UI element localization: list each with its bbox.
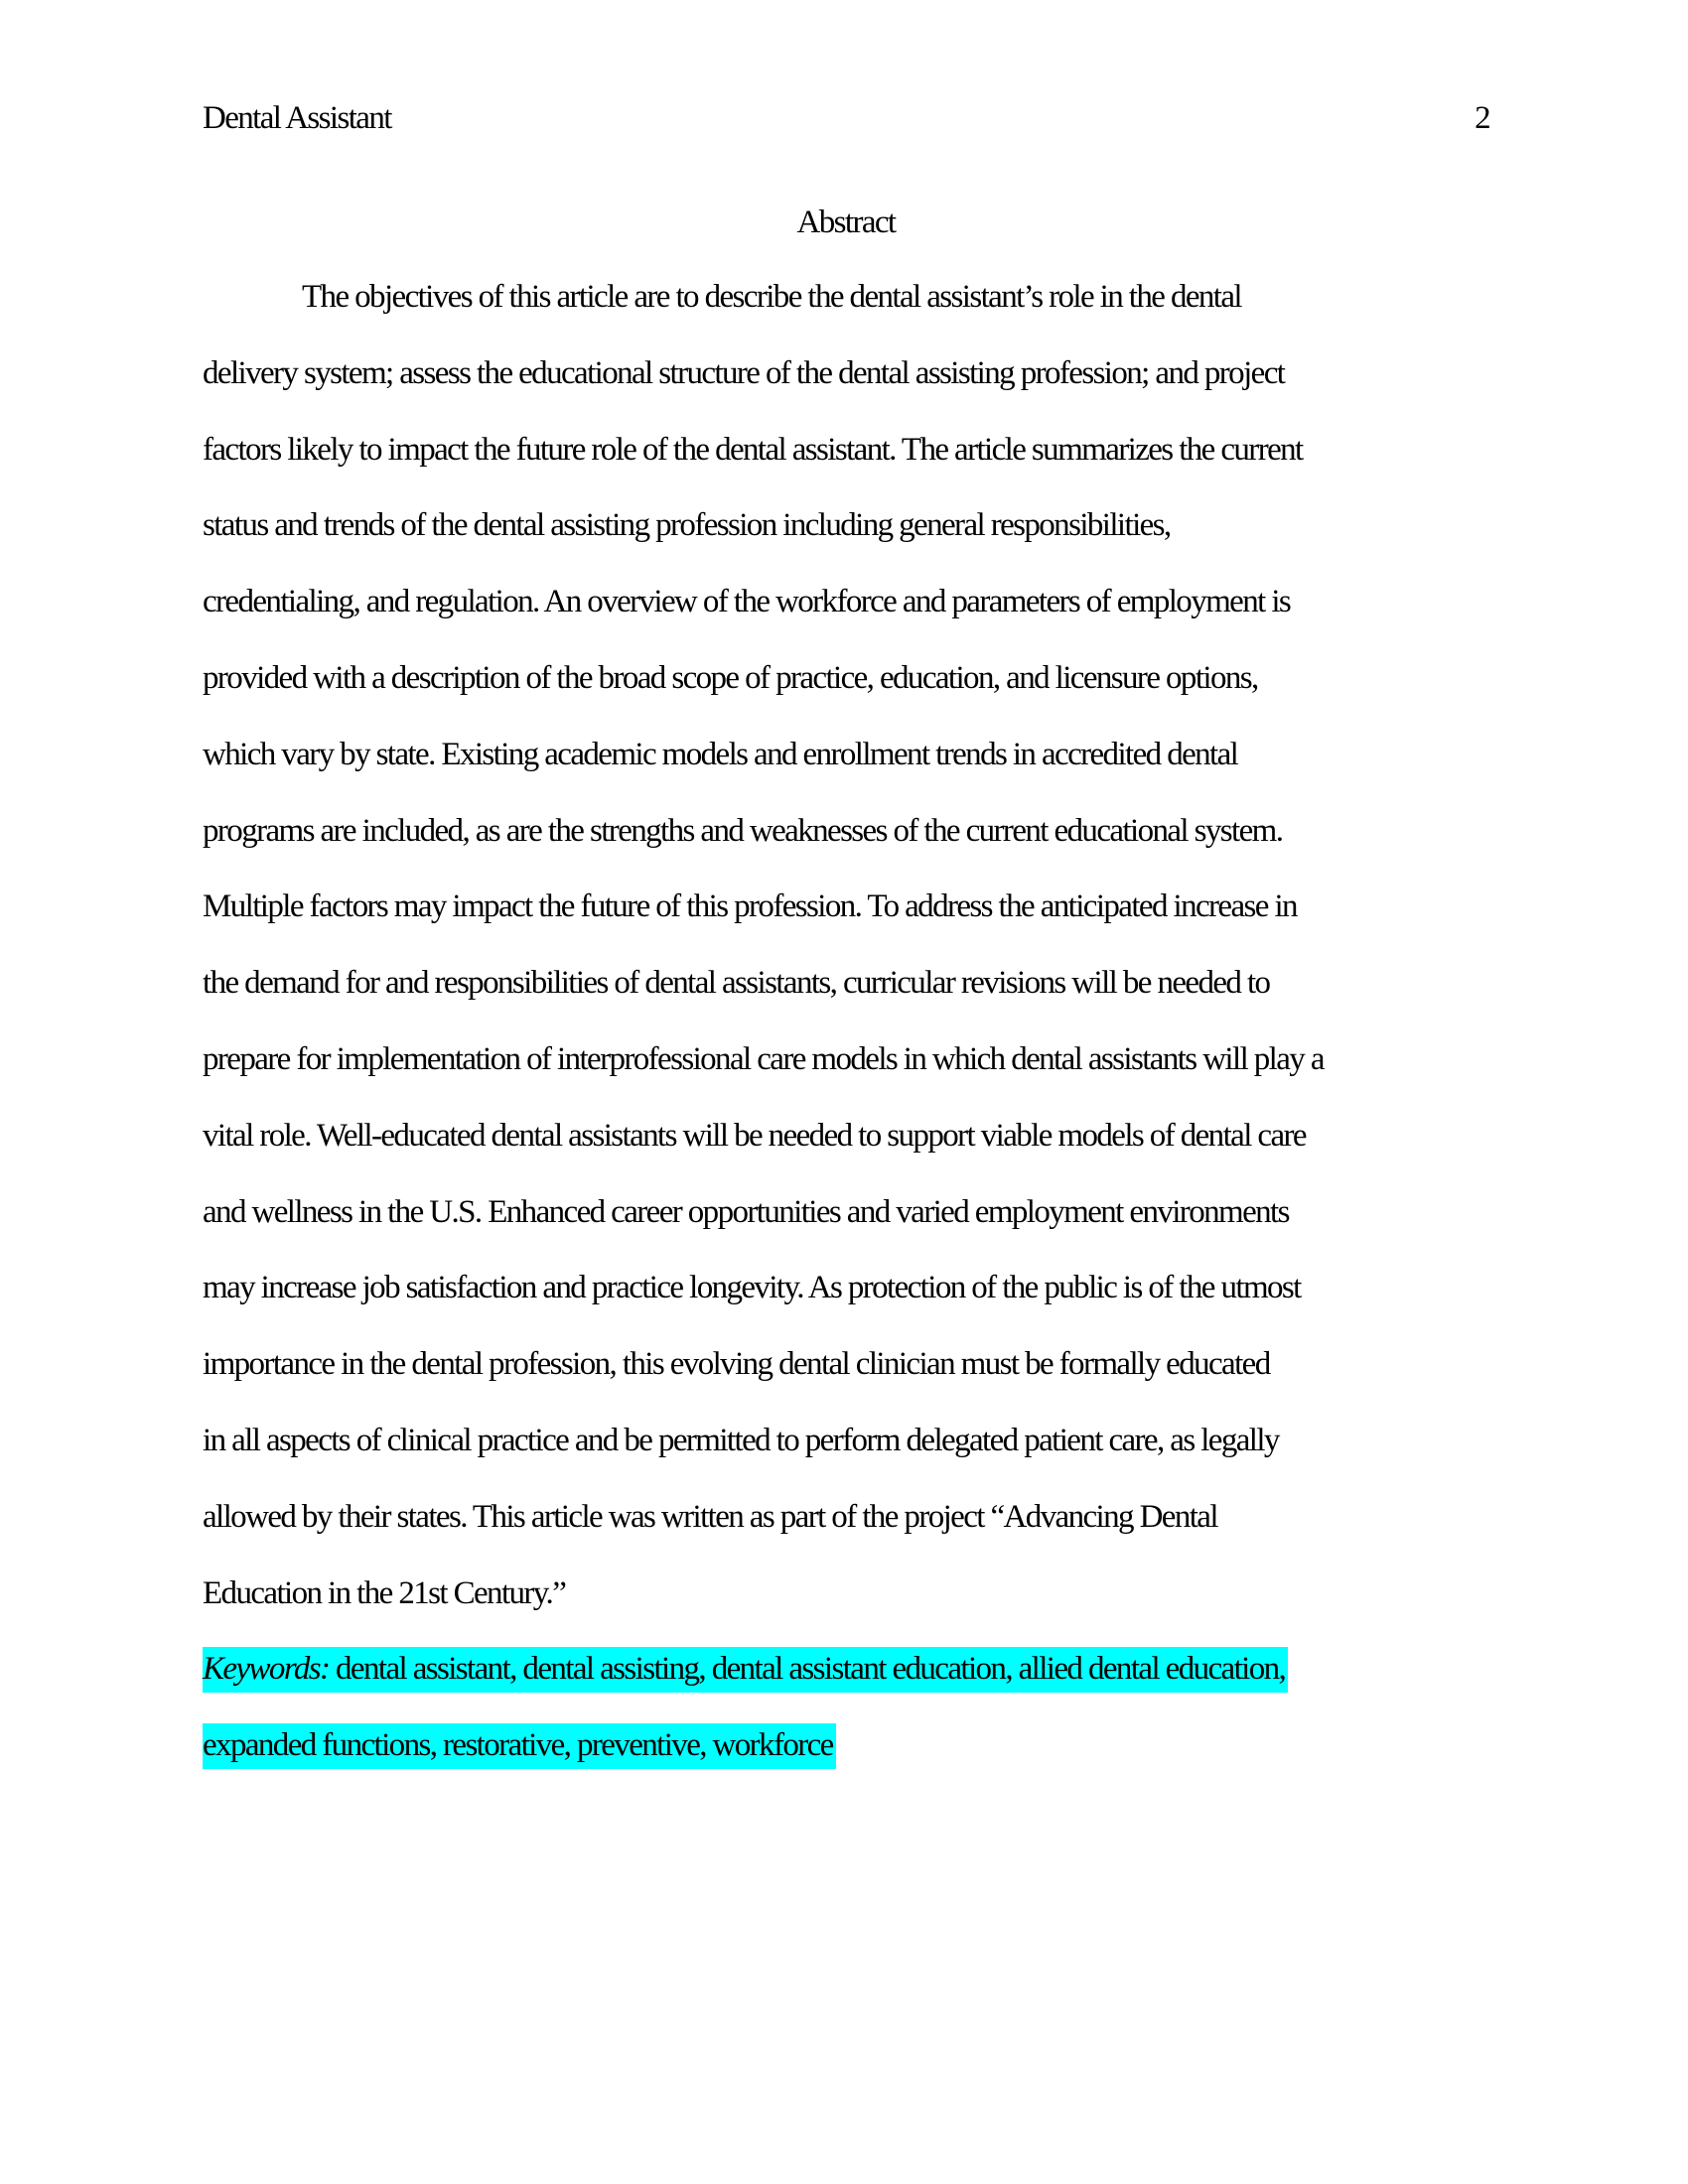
paragraph-line: importance in the dental profession, this evolving dental clinician must be formally educated: [203, 1346, 1270, 1383]
keywords-line-1: [203, 1631, 1324, 1707]
keywords-highlight: [203, 1723, 836, 1769]
paragraph-line: provided with a description of the broad scope of practice, education, and licensure options,: [203, 659, 1258, 696]
paragraph-line: The objectives of this article are to describe the dental assistant’s role in the dental: [302, 279, 1241, 315]
paragraph-line: status and trends of the dental assisting profession including general responsibilities,: [203, 507, 1171, 544]
keywords-text-2: expanded functions, restorative, preventive, workforce: [203, 1727, 833, 1764]
paragraph-line: the demand for and responsibilities of dental assistants, curricular revisions will be needed to: [203, 965, 1270, 1002]
paragraph-line: may increase job satisfaction and practice longevity. As protection of the public is of the utmost: [203, 1270, 1301, 1306]
keywords-highlight: [203, 1647, 1288, 1693]
paragraph-line: Multiple factors may impact the future of this profession. To address the anticipated increase in: [203, 888, 1297, 925]
paragraph-line: and wellness in the U.S. Enhanced career opportunities and varied employment environments: [203, 1193, 1289, 1230]
section-title: Abstract: [796, 205, 896, 240]
abstract-body: [203, 259, 1324, 1784]
keywords-line-2: [203, 1707, 1324, 1784]
running-head: Dental Assistant: [203, 100, 391, 136]
page-header: [203, 98, 1489, 138]
paragraph-line: delivery system; assess the educational structure of the dental assisting profession; and project: [203, 354, 1285, 391]
page-number: 2: [1475, 100, 1489, 136]
paragraph-line: in all aspects of clinical practice and be permitted to perform delegated patient care, as legally: [203, 1422, 1279, 1458]
paragraph-line: credentialing, and regulation. An overview of the workforce and parameters of employment is: [203, 584, 1291, 620]
paragraph-line: Education in the 21st Century.”: [203, 1574, 566, 1611]
keywords-text-1: dental assistant, dental assisting, dental assistant education, allied dental education,: [329, 1651, 1286, 1688]
keywords-label: Keywords:: [203, 1651, 330, 1688]
paragraph-line: programs are included, as are the strengths and weaknesses of the current educational system.: [203, 812, 1283, 849]
paragraph-line: which vary by state. Existing academic models and enrollment trends in accredited dental: [203, 736, 1238, 772]
paragraph-line: prepare for implementation of interprofessional care models in which dental assistants will play a: [203, 1040, 1324, 1077]
paragraph-line: factors likely to impact the future role of the dental assistant. The article summarizes the current: [203, 431, 1303, 468]
paragraph-line: allowed by their states. This article was written as part of the project “Advancing Dental: [203, 1498, 1217, 1535]
paragraph-line: vital role. Well-educated dental assistants will be needed to support viable models of dental care: [203, 1117, 1306, 1154]
